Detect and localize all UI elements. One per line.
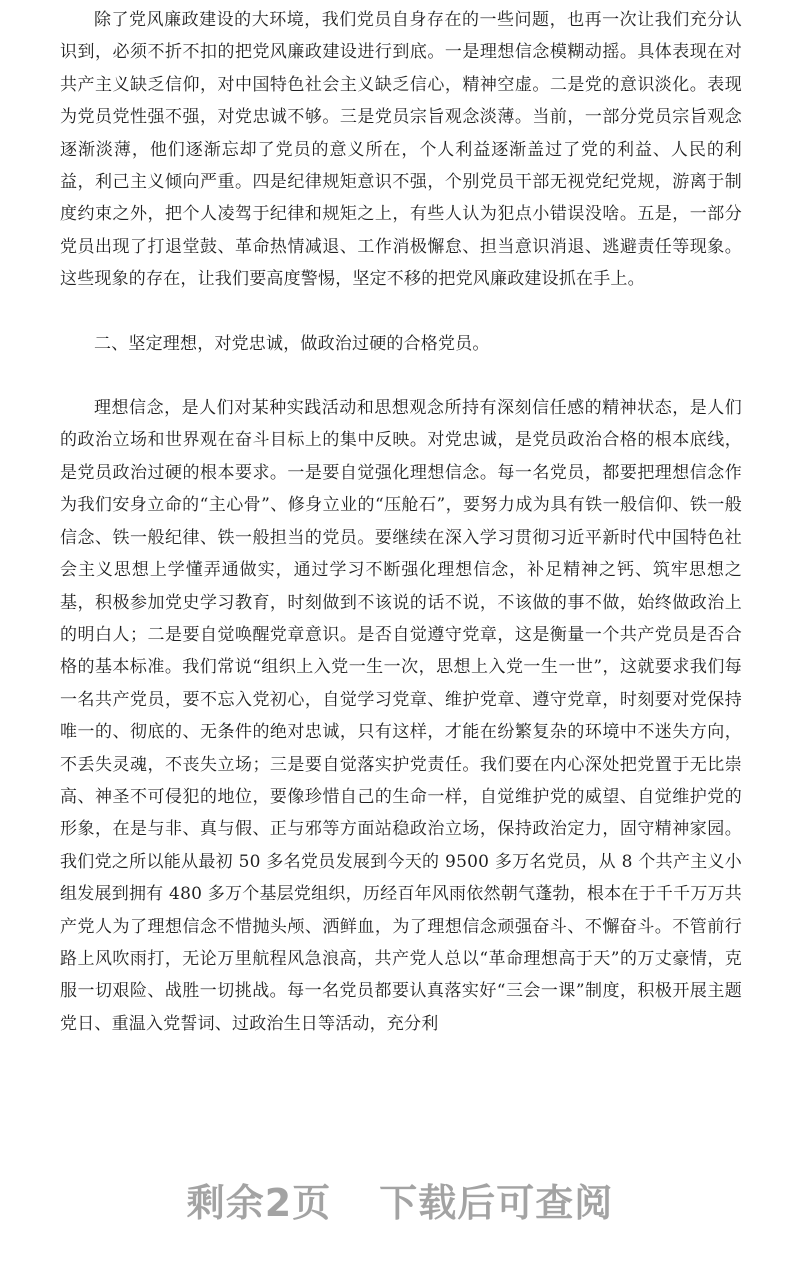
paragraph-1: 除了党风廉政建设的大环境，我们党员自身存在的一些问题，也再一次让我们充分认识到，必须不折不扣的把党风廉政建设进行到底。一是理想信念模糊动摇。具体表现在对共产主义缺乏信仰，对中国特色社会主义缺乏信心，精神空虚。二是党的意识淡化。表现为党员党性强不强，对党忠诚不够。三是党员宗旨观念淡薄。当前，一部分党员宗旨观念逐渐淡薄，他们逐渐忘却了党员的意义所在，个人利益逐渐盖过了党的利益、人民的利益，利己主义倾向严重。四是纪律规矩意识不强，个别党员干部无视党纪党规，游离于制度约束之外，把个人凌驾于纪律和规矩之上，有些人认为犯点小错误没啥。五是，一部分党员出现了打退堂鼓、革命热情减退、工作消极懈怠、担当意识消退、逃避责任等现象。这些现象的存在，让我们要高度警惕，坚定不移的把党风廉政建设抓在手上。 [60,10,742,290]
document-body [60,4,742,1040]
download-prompt-banner[interactable] [0,1172,800,1227]
remaining-pages-text: 剩余2页 [186,1181,332,1225]
download-to-view-text: 下载后可查阅 [379,1181,614,1225]
paragraph-2: 理想信念，是人们对某种实践活动和思想观念所持有深刻信任感的精神状态，是人们的政治立场和世界观在奋斗目标上的集中反映。对党忠诚，是党员政治合格的根本底线，是党员政治过硬的根本要求。一是要自觉强化理想信念。每一名党员，都要把理想信念作为我们安身立命的“主心骨”、修身立业的“压舱石”，要努力成为具有铁一般信仰、铁一般信念、铁一般纪律、铁一般担当的党员。要继续在深入学习贯彻习近平新时代中国特色社会主义思想上学懂弄通做实，通过学习不断强化理想信念，补足精神之钙、筑牢思想之基，积极参加党史学习教育，时刻做到不该说的话不说，不该做的事不做，始终做政治上的明白人；二是要自觉唤醒党章意识。是否自觉遵守党章，这是衡量一个共产党员是否合格的基本标准。我们常说“组织上入党一生一次，思想上入党一生一世”，这就要求我们每一名共产党员，要不忘入党初心，自觉学习党章、维护党章、遵守党章，时刻要对党保持唯一的、彻底的、无条件的绝对忠诚，只有这样，才能在纷繁复杂的环境中不迷失方向，不丢失灵魂，不丧失立场；三是要自觉落实护党责任。我们要在内心深处把党置于无比崇高、神圣不可侵犯的地位，要像珍惜自己的生命一样，自觉维护党的威望、自觉维护党的形象，在是与非、真与假、正与邪等方面站稳政治立场，保持政治定力，固守精神家园。我们党之所以能从最初 50 多名党员发展到今天的 9500 多万名党员，从 8 个共产主义小组发展到拥有 480 多万个基层党组织，历经百年风雨依然朝气蓬勃，根本在于千千万万共产党人为了理想信念不惜抛头颅、洒鲜血，为了理想信念顽强奋斗、不懈奋斗。不管前行路上风吹雨打，无论万里航程风急浪高，共产党人总以“革命理想高于天”的万丈豪情，克服一切艰险、战胜一切挑战。每一名党员都要认真落实好“三会一课”制度，积极开展主题党日、重温入党誓词、过政治生日等活动，充分利 [60,398,742,1034]
section-heading-2: 二、坚定理想，对党忠诚，做政治过硬的合格党员。 [94,333,490,354]
